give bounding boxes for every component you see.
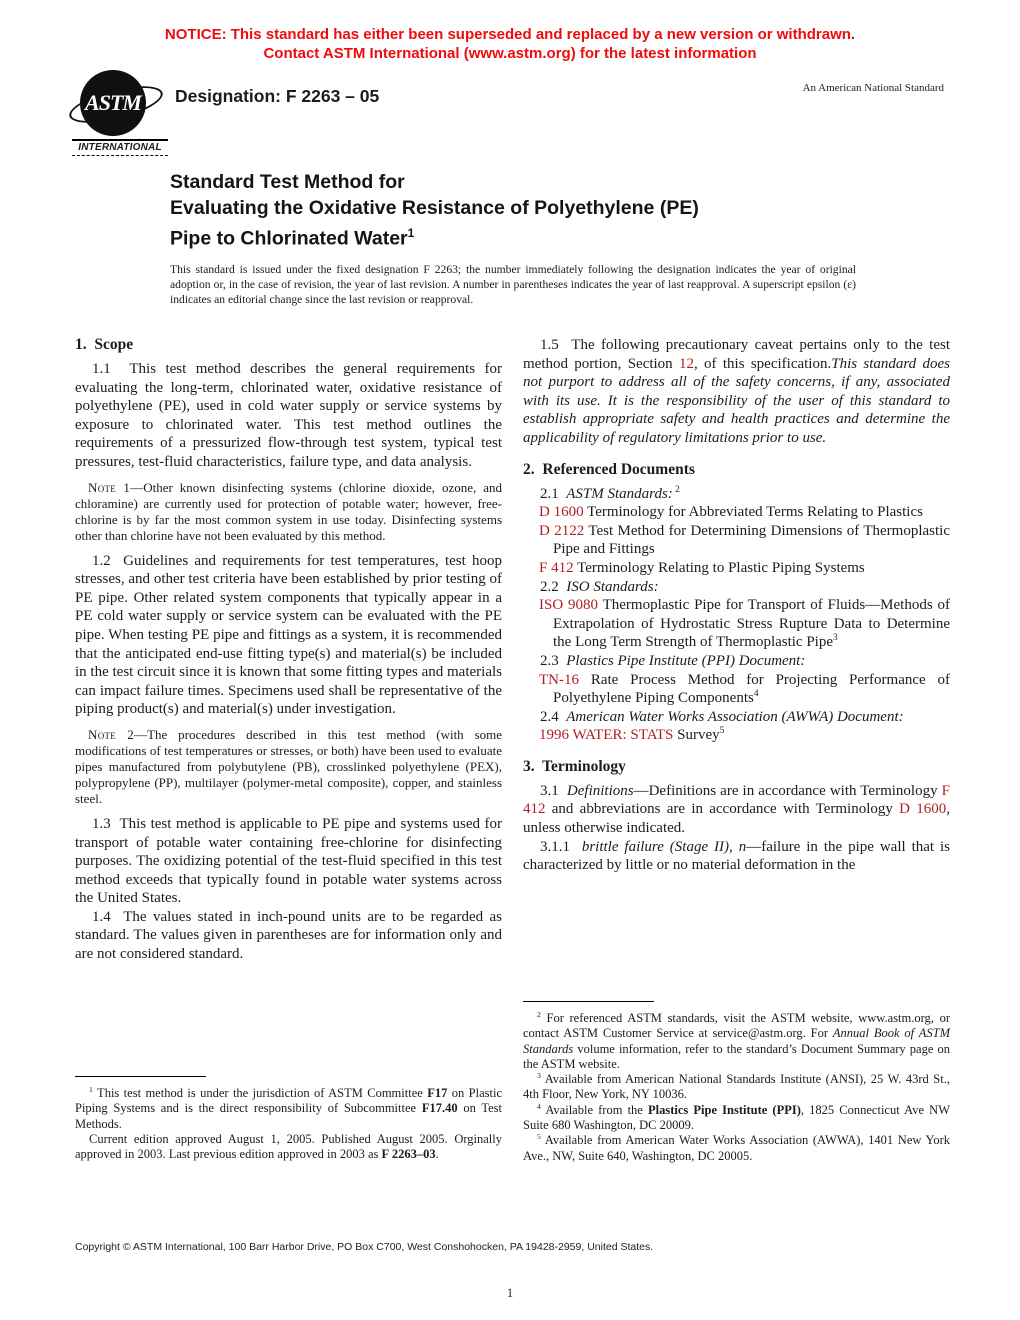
text-segment: —Definitions are in accordance with Terminology (633, 782, 942, 799)
text-segment: Plastics Pipe Institute (PPI) Document: (566, 652, 806, 669)
ref-link[interactable]: 12 (679, 355, 694, 372)
footnote-3 (523, 1072, 950, 1103)
note-1 (75, 480, 502, 544)
text-segment: 2.4 (540, 708, 567, 725)
ref-item-f412 (523, 559, 950, 578)
title-line-2: Evaluating the Oxidative Resistance of Polyethylene (PE) (170, 196, 699, 219)
text-segment: Note 2 (88, 726, 135, 742)
text-segment: F17.40 (421, 1101, 458, 1116)
para-1-4: 1.4 The values stated in inch-pound units are to be regarded as standard. The values given in parentheses are for information only and are not considered standard. (75, 908, 502, 963)
text-segment: Survey (673, 727, 720, 744)
text-segment: Terminology for Abbreviated Terms Relating to Plastics (583, 504, 923, 521)
text-segment: Definitions (566, 782, 634, 799)
text-segment: and abbreviations are in accordance with Terminology (545, 801, 900, 818)
text-segment: —Other known disinfecting systems (chlorine dioxide, ozone, and chloramine) are currently used for protection of potable water; however, free-chlorine is by far the most common system in use today. Disinfecting systems other than chlorine have not been evaluated by this method. (75, 479, 503, 543)
right-footnotes (523, 1001, 950, 1164)
footnote-marker: 2 (672, 484, 680, 495)
ref-link[interactable]: F 412 (523, 782, 950, 818)
text-segment: brittle failure (Stage II), n (581, 838, 747, 855)
text-segment: Rate Process Method for Projecting Performance of Polyethylene Piping Components (553, 671, 950, 707)
text-segment: , 1825 Connecticut Ave NW Suite 680 Washington, DC 20009. (523, 1102, 951, 1133)
text-segment: Terminology Relating to Plastic Piping Systems (573, 559, 865, 576)
text-segment: American Water Works Association (AWWA) Document: (566, 708, 904, 725)
footnote-marker: 5 (537, 1132, 541, 1142)
text-segment: . (435, 1147, 439, 1162)
text-segment: volume information, refer to the standard’s Document Summary page on the ASTM website. (523, 1041, 950, 1071)
astm-logo-text: ASTM (85, 90, 141, 115)
footnote-rule (75, 1076, 206, 1077)
text-segment: This standard does not purport to address all of the safety concerns, if any, associated with its use. It is the responsibility of the user of this standard to establish appropriate safety and health practices and determine the applicability of regulatory limitations prior to use. (523, 355, 950, 446)
document-title (170, 170, 870, 252)
text-segment: —The procedures described in this test method (with some modifications of test temperatures or stresses, or both) have been used to evaluate pipes manufactured from polybutylene (PB), crosslinked polyethylene (PEX), polypropylene (PP), multilayer (polymer-metal composite), copper, and stainless steel. (75, 726, 503, 806)
ref-link[interactable]: TN-16 (539, 671, 579, 688)
text-segment: Annual Book of ASTM Standards (523, 1026, 950, 1056)
text-segment: , of this specification. (694, 355, 832, 372)
text-segment: Available from American Water Works Association (AWWA), 1401 New York Ave., NW, Suite 640, Washington, DC 20005. (523, 1133, 950, 1163)
ref-link[interactable]: D 1600 (539, 504, 584, 521)
text-segment: 3.1.1 (540, 838, 582, 855)
para-1-1: 1.1 This test method describes the general requirements for evaluating the long-term, chlorinated water, oxidative resistance of polyethylene (PE), used in cold water supply or service systems by exposure to chlorinated water. This test method outlines the requirements of a pressurized flow-through test system, typical test pressures, test-fluid characteristics, failure type, and data analysis. (75, 361, 502, 470)
text-segment: 2.3 (540, 652, 567, 669)
para-1-3: 1.3 This test method is applicable to PE pipe and systems used for transport of potable water containing free-chlorine for disinfecting purposes. The oxidizing potential of the test-fluid specified in this test method exceeds that typically found in potable water systems across the United States. (75, 815, 502, 907)
ref-item-tn16 (523, 671, 950, 708)
supersession-notice (60, 25, 960, 63)
para-2-3 (523, 652, 950, 671)
astm-logo (72, 70, 176, 156)
text-segment: Current edition approved August 1, 2005. Published August 2005. Orginally approved in 2003. Last previous edition approved in 2003 as (75, 1131, 502, 1162)
footnote-marker: 4 (537, 1101, 541, 1111)
ref-link[interactable]: D 1600 (899, 801, 947, 818)
ref-link[interactable]: D 2122 (539, 522, 585, 539)
ref-item-iso9080 (523, 596, 950, 652)
footnote-rule (523, 1001, 654, 1002)
section-heading-scope: 1. Scope (75, 336, 134, 353)
right-column (523, 336, 950, 875)
text-segment: 1.5 The following precautionary caveat pertains only to the test method portion, Section (523, 337, 950, 372)
footnote-marker: 3 (537, 1071, 541, 1081)
ref-link[interactable]: 1996 WATER: STATS (539, 727, 674, 744)
ref-item-d1600 (523, 503, 950, 522)
ref-link[interactable]: F 412 (539, 559, 574, 576)
text-segment: F 2263–03 (381, 1147, 436, 1162)
title-line-1: Standard Test Method for (170, 171, 405, 193)
para-2-2 (523, 578, 950, 597)
notice-line-2: Contact ASTM International (www.astm.org) for the latest information (263, 45, 757, 62)
preamble: This standard is issued under the fixed designation F 2263; the number immediately following the designation indicates the year of original adoption or, in the case of revision, the year of last revision. A number in parentheses indicates the year of last reapproval. A superscript epsilon (ε) indicates an editorial change since the last revision or reapproval. (170, 263, 856, 307)
left-column (75, 336, 502, 964)
text-segment: 2.2 (540, 578, 567, 595)
ref-link[interactable]: ISO 9080 (539, 597, 599, 614)
text-segment: For referenced ASTM standards, visit the ASTM website, www.astm.org, or contact ASTM Customer Service at service@astm.org. For (523, 1011, 950, 1041)
ref-item-awwa-stats (523, 726, 950, 745)
footnote-1 (75, 1086, 502, 1132)
notice-line-1: NOTICE: This standard has either been superseded and replaced by a new version or withdrawn. (164, 26, 856, 43)
text-segment: Test Method for Determining Dimensions of Thermoplastic Pipe and Fittings (553, 522, 950, 558)
text-segment: on Plastic Piping Systems and is the direct responsibility of Subcommittee (75, 1086, 502, 1116)
text-segment: Thermoplastic Pipe for Transport of Fluids—Methods of Extrapolation of Hydrostatic Stress Rupture Data to Determine the Long Term Strength of Thermoplastic Pipe (553, 597, 951, 651)
footnote-marker: 1 (89, 1084, 93, 1094)
section-heading-referenced-documents: 2. Referenced Documents (523, 460, 695, 478)
text-segment: 3.1 (540, 782, 567, 799)
left-footnotes (75, 1076, 502, 1162)
footnote-marker: 5 (719, 726, 725, 737)
para-3-1-1 (523, 838, 950, 875)
footnote-1-continued (75, 1132, 502, 1163)
text-segment: This test method is under the jurisdiction of ASTM Committee (92, 1086, 428, 1100)
section-heading-terminology: 3. Terminology (523, 757, 626, 775)
para-2-1 (523, 485, 950, 504)
footnote-marker: 2 (537, 1009, 541, 1019)
note-2 (75, 727, 502, 807)
astm-logo-globe-icon (80, 70, 146, 136)
national-standard-note: An American National Standard (802, 82, 944, 94)
footnote-2 (523, 1011, 950, 1072)
footnote-4 (523, 1103, 950, 1134)
page-number: 1 (506, 1286, 514, 1300)
copyright-line: Copyright © ASTM International, 100 Barr Harbor Drive, PO Box C700, West Conshohocken, PA 19428-2959, United States. (75, 1241, 654, 1253)
para-1-2: 1.2 Guidelines and requirements for test temperatures, test hoop stresses, and other test criteria have been established by prior testing of PE pipe. Other related system components that typically appear in a PE cold water supply or service system can be evaluated with the PE pipe. When testing PE pipe and fittings as a system, it is recommended that the anticipated end-use fitting type(s) and material(s) be included in the test circuit since it is known that some fitting types and materials can impact failure times. Specimens used shall be representative of the piping product(s) and material(s) under investigation. (75, 552, 502, 718)
footnote-5 (523, 1133, 950, 1164)
text-segment: , unless otherwise indicated. (523, 801, 950, 837)
para-1-5 (523, 336, 950, 448)
text-segment: ISO Standards: (566, 578, 659, 595)
text-segment: —failure in the pipe wall that is characterized by little or no material deformation in the (523, 838, 951, 874)
para-3-1 (523, 782, 950, 838)
title-line-3: Pipe to Chlorinated Water$^1$ (170, 226, 415, 250)
designation: Designation: F 2263 – 05 (175, 86, 380, 106)
astm-logo-subtitle: INTERNATIONAL (72, 139, 168, 156)
text-segment: Note 1 (88, 479, 131, 495)
ref-item-d2122 (523, 522, 950, 559)
text-segment: ASTM Standards: (566, 485, 673, 502)
text-segment: Available from American National Standards Institute (ANSI), 25 W. 43rd St., 4th Floor, New York, NY 10036. (523, 1072, 950, 1102)
text-segment: Plastics Pipe Institute (PPI) (647, 1102, 801, 1117)
text-segment: on Test Methods. (75, 1101, 502, 1131)
title-footnote-marker: 1 (407, 226, 415, 240)
footnote-marker: 3 (833, 633, 838, 644)
text-segment: 2.1 (540, 485, 567, 502)
footnote-marker: 4 (753, 689, 759, 700)
text-segment: Available from the (540, 1102, 648, 1117)
para-2-4 (523, 708, 950, 727)
text-segment: F17 (427, 1086, 448, 1100)
